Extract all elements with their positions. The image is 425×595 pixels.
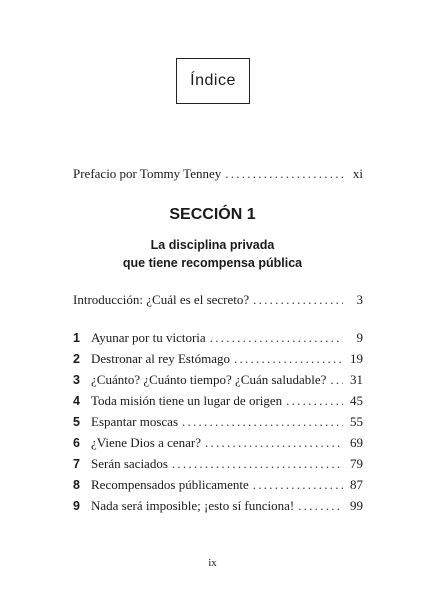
toc-entry-introduction — [73, 292, 363, 308]
toc-entry-page: xi — [352, 166, 363, 181]
dot-leader — [330, 372, 343, 388]
chapter-title: Destronar al rey Estómago — [91, 351, 230, 366]
dot-leader — [172, 456, 343, 472]
toc-chapter-8 — [73, 477, 363, 493]
chapter-number: 5 — [73, 415, 80, 429]
chapter-number: 1 — [73, 331, 80, 345]
toc-chapter-4 — [73, 393, 363, 409]
page-title — [176, 58, 250, 104]
chapter-number: 3 — [73, 373, 80, 387]
chapter-title: Ayunar por tu victoria — [91, 330, 206, 345]
toc-chapter-9 — [73, 498, 363, 514]
page-title-text: Índice — [190, 72, 236, 89]
chapter-number: 4 — [73, 394, 80, 408]
dot-leader — [210, 330, 343, 346]
chapter-number: 7 — [73, 457, 80, 471]
chapter-page: 79 — [350, 456, 363, 471]
chapter-page: 69 — [350, 435, 363, 450]
dot-leader — [286, 393, 343, 409]
chapter-number: 8 — [73, 478, 80, 492]
chapter-number: 6 — [73, 436, 80, 450]
toc-chapter-1 — [73, 330, 363, 346]
toc-chapter-7 — [73, 456, 363, 472]
chapter-title: Recompensados públicamente — [91, 477, 249, 492]
chapter-page: 31 — [350, 372, 363, 387]
chapter-page: 55 — [350, 414, 363, 429]
toc-entry-label: Prefacio por Tommy Tenney — [73, 166, 222, 181]
chapter-page: 19 — [350, 351, 363, 366]
chapter-title: Toda misión tiene un lugar de origen — [91, 393, 283, 408]
dot-leader — [298, 498, 343, 514]
chapter-page: 87 — [350, 477, 363, 492]
toc-chapter-5 — [73, 414, 363, 430]
dot-leader — [205, 435, 343, 451]
toc-chapter-2 — [73, 351, 363, 367]
dot-leader — [253, 477, 343, 493]
dot-leader — [234, 351, 343, 367]
chapter-number: 9 — [73, 499, 80, 513]
chapter-page: 45 — [350, 393, 363, 408]
toc-entry-preface — [73, 166, 363, 182]
toc-entry-page: 3 — [356, 292, 363, 307]
toc-chapter-6 — [73, 435, 363, 451]
chapter-page: 9 — [356, 330, 363, 345]
chapter-title: Nada será imposible; ¡esto sí funciona! — [91, 498, 295, 513]
chapter-title: Espantar moscas — [91, 414, 179, 429]
chapter-number: 2 — [73, 352, 80, 366]
section-subtitle-line2: que tiene recompensa pública — [122, 256, 303, 270]
toc-chapter-3 — [73, 372, 363, 388]
dot-leader — [225, 166, 343, 182]
section-subtitle-line1: La disciplina privada — [150, 238, 275, 252]
chapter-title: Serán saciados — [91, 456, 168, 471]
toc-entry-label: Introducción: ¿Cuál es el secreto? — [73, 292, 250, 307]
dot-leader — [253, 292, 343, 308]
chapter-title: ¿Cuánto? ¿Cuánto tiempo? ¿Cuán saludable? — [91, 372, 327, 387]
page-number: ix — [208, 557, 217, 569]
chapter-page: 99 — [350, 498, 363, 513]
section-title: SECCIÓN 1 — [169, 206, 256, 223]
dot-leader — [182, 414, 343, 430]
chapter-title: ¿Viene Dios a cenar? — [91, 435, 202, 450]
